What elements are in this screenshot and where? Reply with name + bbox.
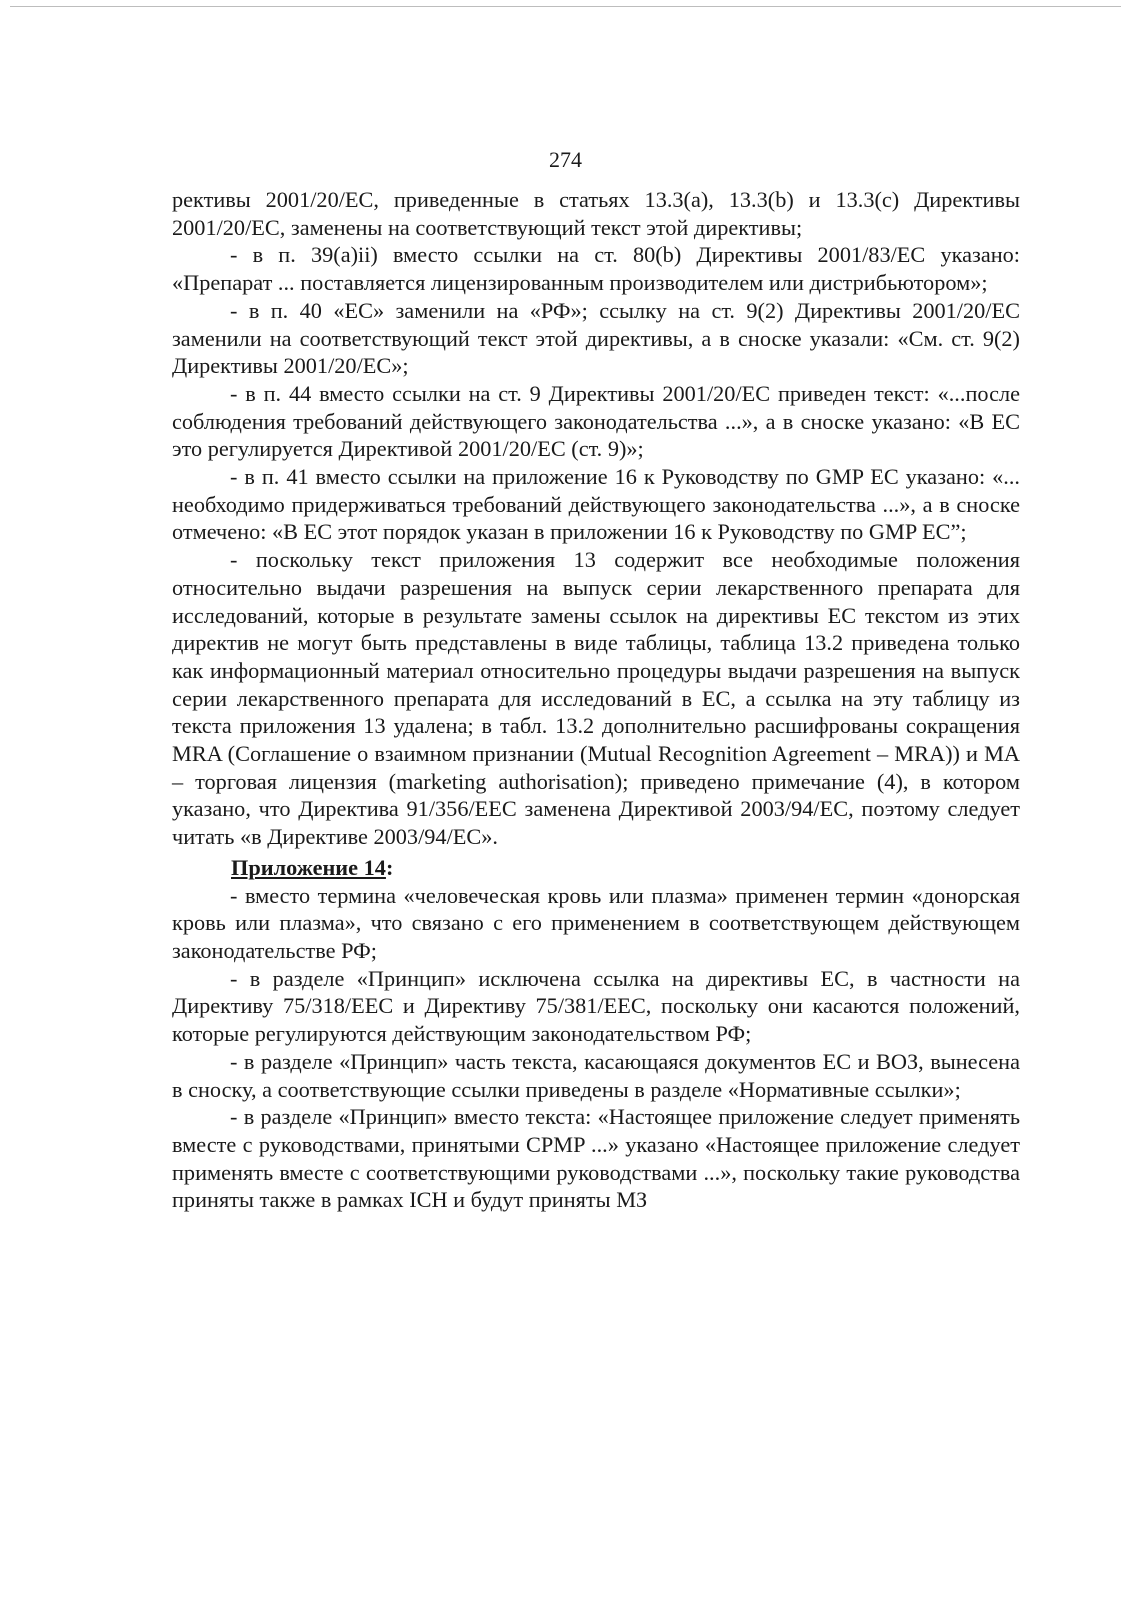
body-text: [172, 186, 1020, 1214]
section-heading: [172, 854, 1020, 882]
paragraph: - в п. 44 вместо ссылки на ст. 9 Директивы 2001/20/ЕС приведен текст: «...после соблюдения требований действующего законодательства ...», а в сноске указано: «В ЕС это регулируется Директивой 2001/20/ЕС (ст. 9)»;: [172, 380, 1020, 462]
scan-edge-line: [10, 6, 1121, 7]
page-number: 274: [549, 147, 582, 172]
paragraph: - в п. 40 «ЕС» заменили на «РФ»; ссылку на ст. 9(2) Директивы 2001/20/ЕС заменили на соответствующий текст этой директивы, а в сноске указали: «См. ст. 9(2) Директивы 2001/20/ЕС»;: [172, 297, 1020, 379]
paragraph-continuation: рективы 2001/20/ЕС, приведенные в статьях 13.3(a), 13.3(b) и 13.3(c) Директивы 2001/20/ЕС, заменены на соответствующий текст этой директивы;: [172, 187, 1020, 240]
paragraph: - в п. 41 вместо ссылки на приложение 16 к Руководству по GMP ЕС указано: «... необходимо придерживаться требований действующего законодательства ...», а в сноске отмечено: «В ЕС этот порядок указан в приложении 16 к Руководству по GMP ЕС”;: [172, 464, 1020, 545]
paragraph: - в разделе «Принцип» часть текста, касающаяся документов ЕС и ВОЗ, вынесена в сноску, а соответствующие ссылки приведены в разделе «Нормативные ссылки»;: [172, 1048, 1020, 1102]
paragraph: - поскольку текст приложения 13 содержит все необходимые положения относительно выдачи разрешения на выпуск серии лекарственного препарата для исследований, которые в результате замены ссылок на директивы ЕС текстом из этих директив не могут быть представлены в виде таблицы, таблица 13.2 приведена только как информационный материал относительно процедуры выдачи разрешения на выпуск серии лекарственного препарата для исследований в ЕС, а ссылка на эту таблицу из текста приложения 13 удалена; в табл. 13.2 дополнительно расшифрованы сокращения MRA (Соглашение о взаимном признании (Mutual Recognition Agreement – MRA)) и MA – торговая лицензия (marketing authorisation); приведено примечание (4), в котором указано, что Директива 91/356/ЕЕС заменена Директивой 2003/94/ЕС, поэтому следует читать «в Директиве 2003/94/ЕС».: [172, 547, 1020, 850]
paragraph: - в разделе «Принцип» исключена ссылка на директивы ЕС, в частности на Директиву 75/318/ЕЕС и Директиву 75/381/ЕЕС, поскольку они касаются положений, которые регулируются действующим законодательством РФ;: [172, 965, 1020, 1047]
section-heading-colon: :: [385, 854, 394, 880]
section-heading-text: Приложение 14: [231, 854, 386, 880]
paragraph: - в п. 39(a)ii) вместо ссылки на ст. 80(b) Директивы 2001/83/ЕС указано: «Препарат ... поставляется лицензированным производителем или дистрибьютором»;: [172, 242, 1020, 296]
paragraph: - в разделе «Принцип» вместо текста: «Настоящее приложение следует применять вместе с руководствами, принятыми CPMP ...» указано «Настоящее приложение следует применять вместе с соответствующими руководствами ...», поскольку такие руководства приняты также в рамках ICH и будут приняты МЗ: [172, 1104, 1020, 1213]
paragraph: - вместо термина «человеческая кровь или плазма» применен термин «донорская кровь или плазма», что связано с его применением в соответствующем действующем законодательстве РФ;: [172, 882, 1020, 963]
